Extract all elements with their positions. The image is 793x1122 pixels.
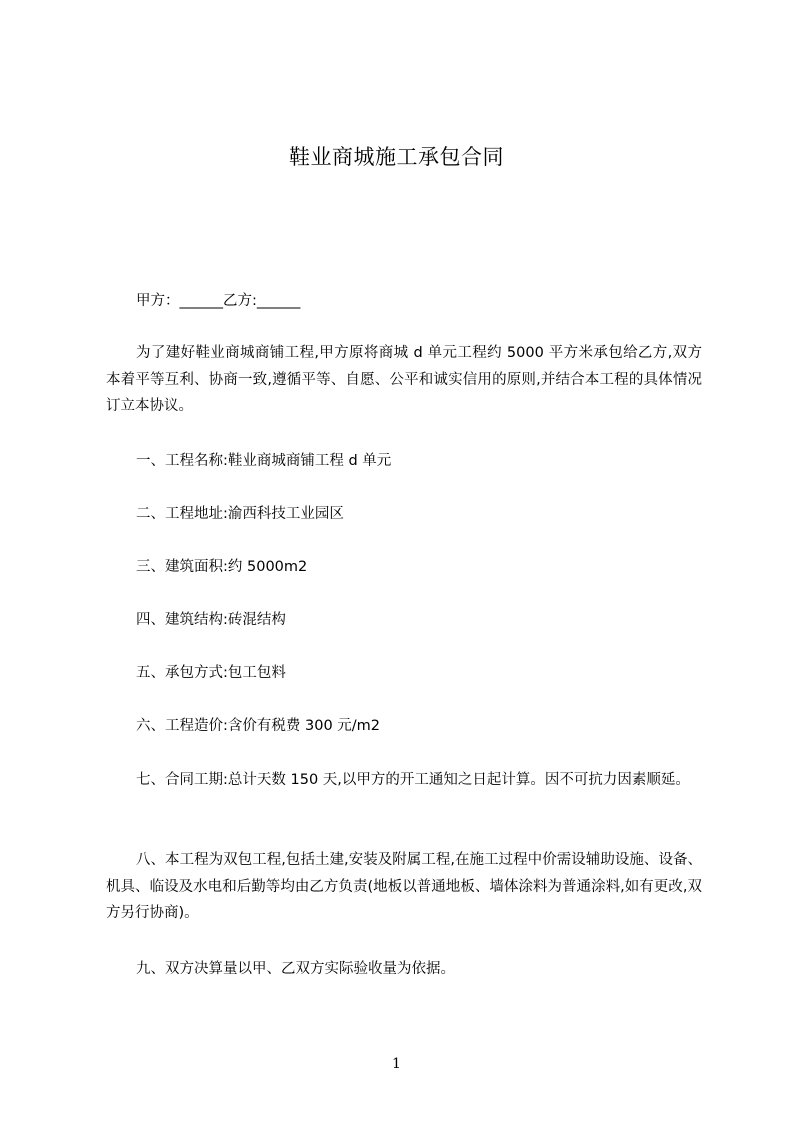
intro-paragraph: 为了建好鞋业商城商铺工程,甲方原将商城 d 单元工程约 5000 平方米承包给乙方,双方本着平等互利、协商一致,遵循平等、自愿、公平和诚实信用的原则,并结合本工程的具体情况订立本协议。 [106,345,702,414]
document-title: 鞋业商城施工承包合同 [289,145,504,169]
clause-contract-scope: 八、本工程为双包工程,包括土建,安装及附属工程,在施工过程中价需设辅助设施、设备、机具、临设及水电和后勤等均由乙方负责(地板以普通地板、墙体涂料为普通涂料,如有更改,双方另行协商)。 [106,852,702,921]
clause-settlement-basis: 九、双方决算量以甲、乙双方实际验收量为依据。 [136,961,455,977]
clause-contract-method: 五、承包方式:包工包料 [136,665,286,681]
clause-project-address: 二、工程地址:渝西科技工业园区 [136,506,344,522]
clause-contract-period: 七、合同工期:总计天数 150 天,以甲方的开工通知之日起计算。因不可抗力因素顺延。 [136,772,690,788]
clause-project-name: 一、工程名称:鞋业商城商铺工程 d 单元 [136,453,392,469]
clause-project-cost: 六、工程造价:含价有税费 300 元/m2 [136,718,381,734]
parties-line: 甲方：______乙方:______ [136,293,301,309]
page-number: 1 [392,1056,401,1072]
clause-building-structure: 四、建筑结构:砖混结构 [136,612,286,628]
clause-building-area: 三、建筑面积:约 5000m2 [136,559,308,575]
